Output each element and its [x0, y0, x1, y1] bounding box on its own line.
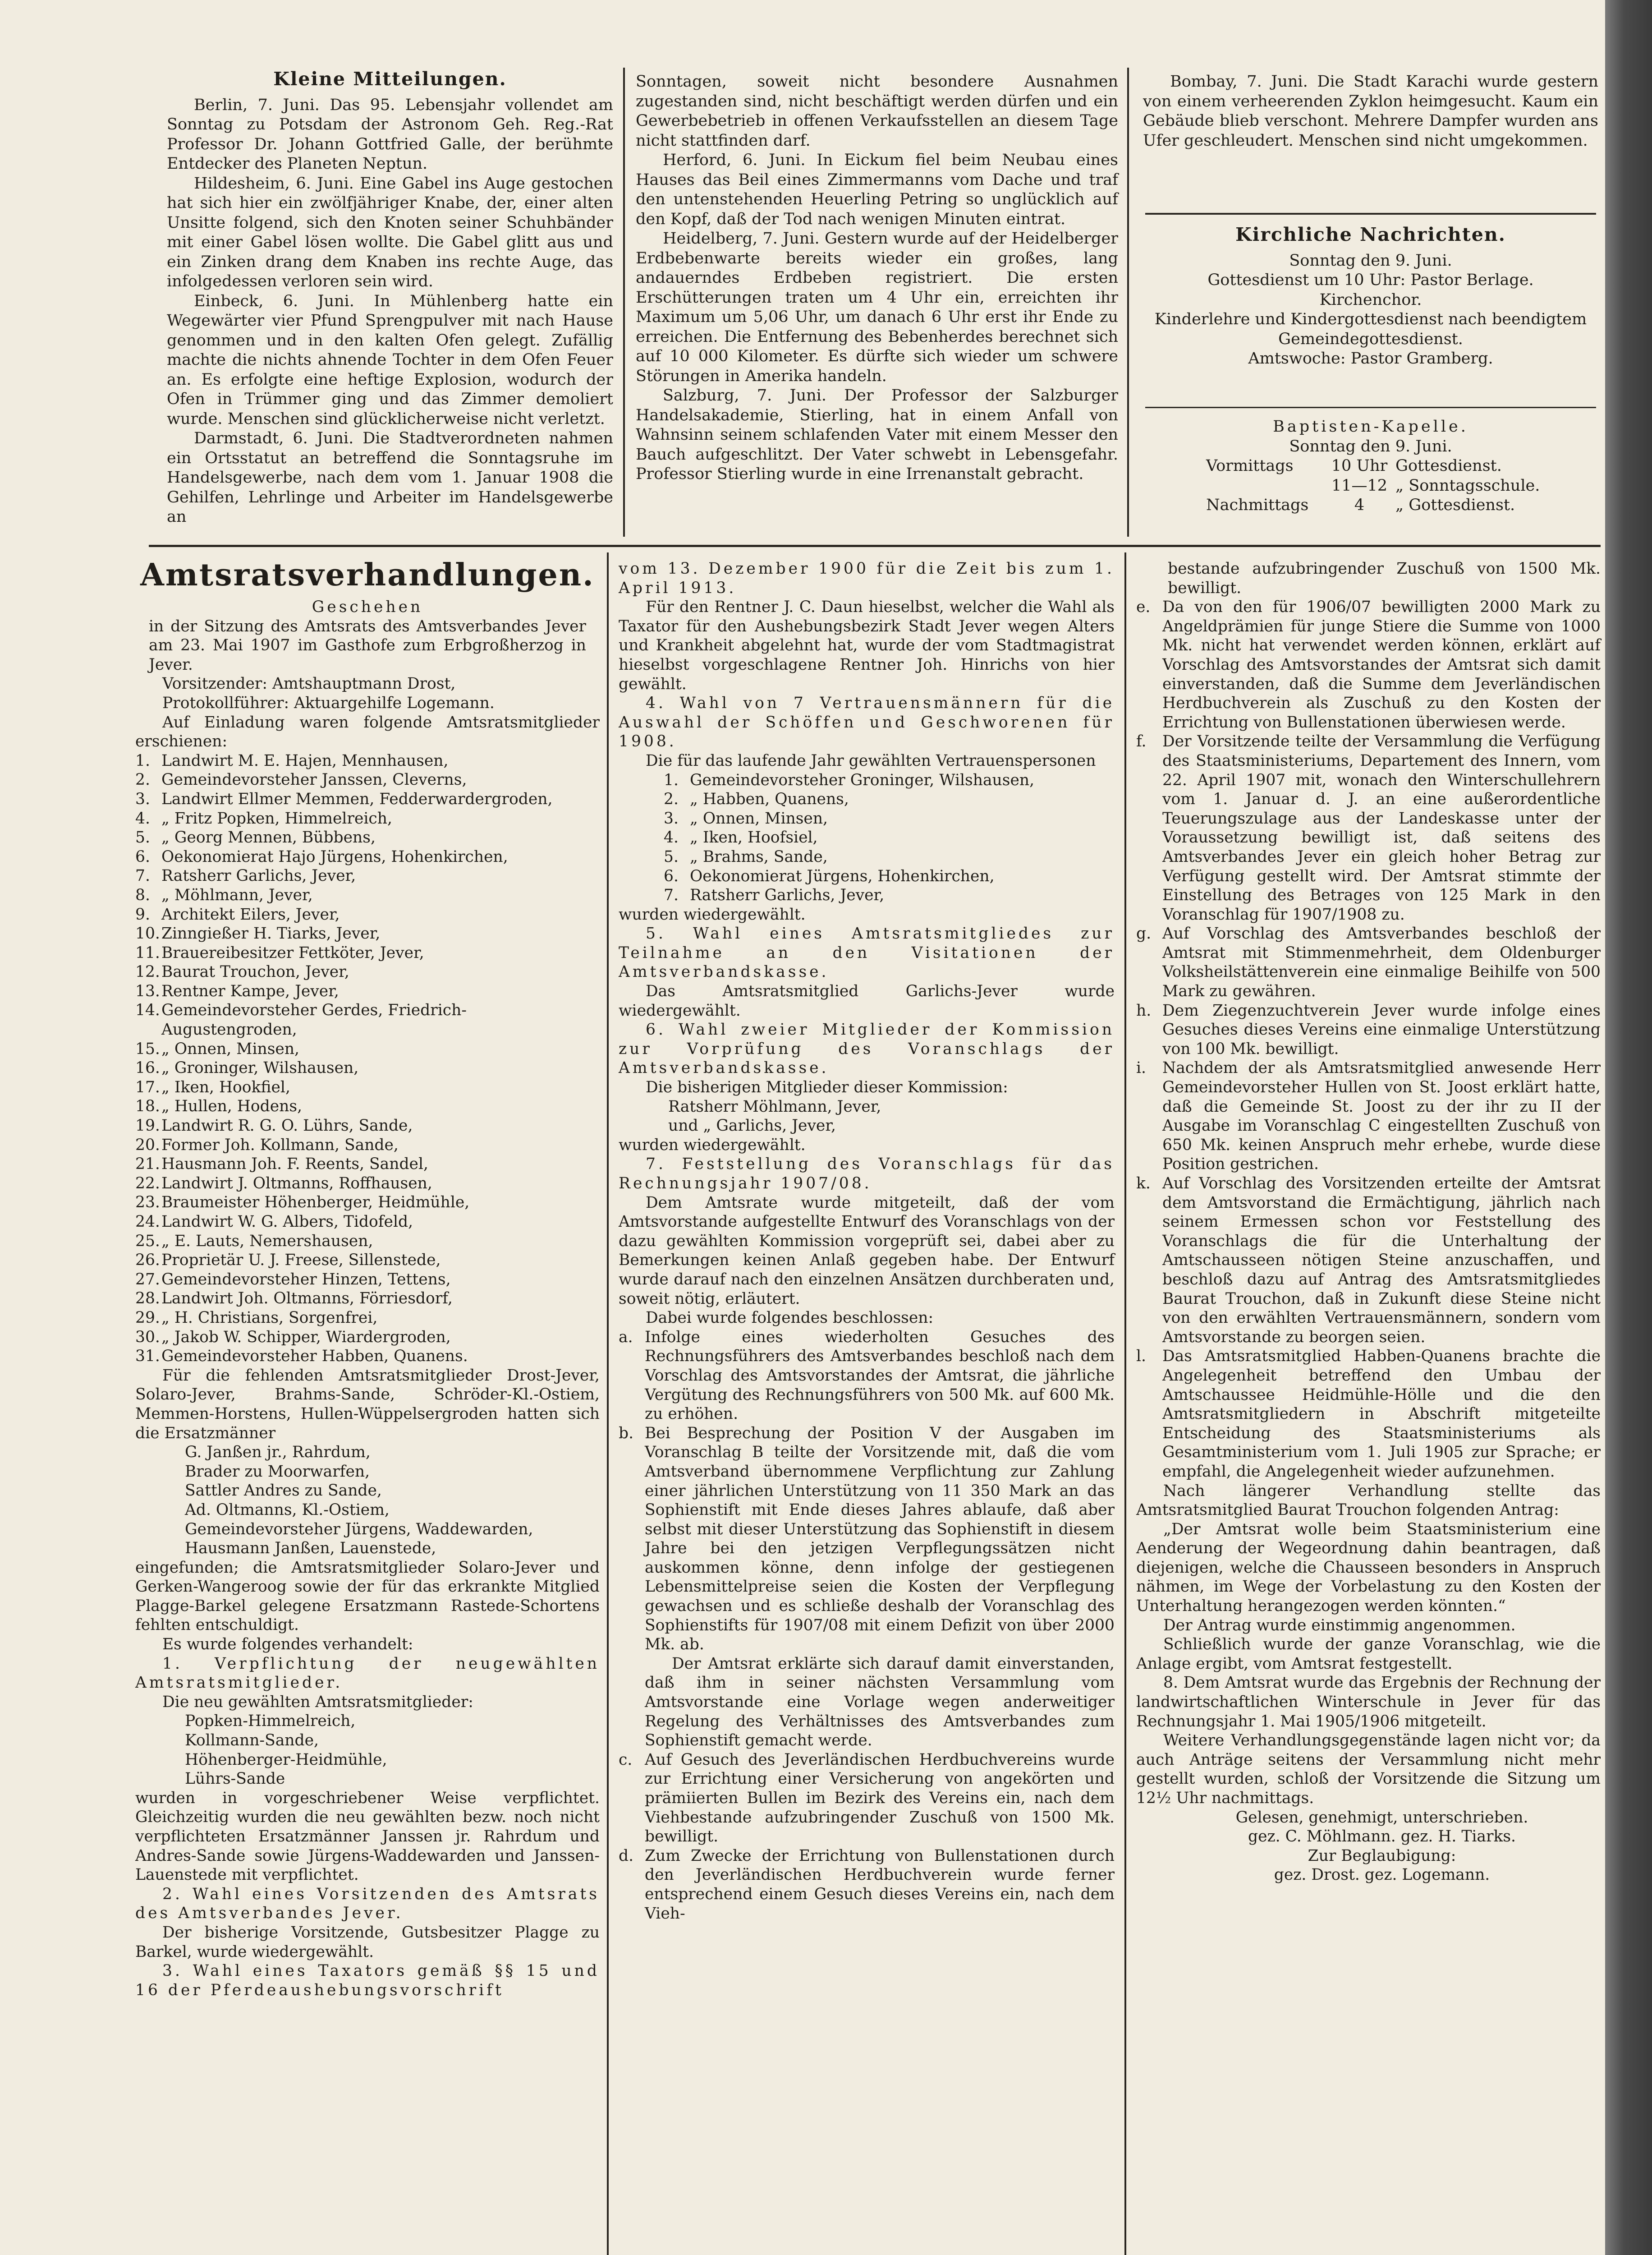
item-number: 7.: [664, 886, 679, 905]
resolution-item: [619, 1846, 1115, 1923]
item-text: Die bisherigen Mitglieder dieser Kommission:: [646, 1078, 1008, 1097]
item-letter: l.: [1136, 1347, 1147, 1366]
item-text: Landwirt J. Oltmanns, Roffhausen,: [161, 1174, 432, 1192]
list-item: [135, 1289, 600, 1308]
item-number: 7.: [135, 867, 150, 885]
item-number: 25.: [135, 1232, 160, 1250]
item-text: „ Fritz Popken, Himmelreich,: [161, 809, 392, 828]
item-text: Zum Zwecke der Errichtung von Bullenstationen durch den Jeverländischen Herdbuchverein wurde ferner entsprechend einem Gesuch dieses Vereins ein, nach dem Vieh-: [645, 1846, 1115, 1923]
member-list: [135, 751, 600, 1366]
item-letter: d.: [619, 1846, 634, 1865]
top-column-1: [167, 68, 613, 527]
item-text: Gemeindevorsteher Groninger, Wilshausen,: [690, 771, 1035, 789]
read-approved: Gelesen, genehmigt, unterschrieben.: [1235, 1808, 1528, 1827]
item-text: Oekonomierat Hajo Jürgens, Hohenkirchen,: [161, 847, 508, 866]
item-number: 5.: [664, 847, 679, 866]
amtsrat-column-3: [1136, 559, 1601, 1885]
item-number: 28.: [135, 1289, 160, 1308]
list-item: [135, 828, 600, 847]
item-text: Infolge eines wiederholten Gesuches des Rechnungsführers des Amtsverbandes beschloß nach dem Vorschlag des Amtsvorstandes der Amtsrat, die jährliche Vergütung des Rechnungsführers von 500 Mk. auf 600 Mk. zu erhöhen.: [645, 1328, 1115, 1423]
item-number: 27.: [135, 1270, 160, 1289]
resolution-item: [1136, 732, 1601, 924]
name-line: G. Janßen jr., Rahrdum,: [185, 1443, 371, 1462]
list-item: [135, 1136, 600, 1155]
list-item: [664, 886, 1115, 905]
column-rule: [607, 552, 609, 2255]
item-number: 23.: [135, 1193, 160, 1212]
item-text: Auf Vorschlag des Amtsverbandes beschloß der Amtsrat mit Stimmenmehrheit, dem Oldenburger Volksheilstättenverein eine einmalige Beihilfe von 500 Mark zu gewähren.: [1162, 925, 1601, 1001]
news-item: Bombay, 7. Juni. Die Stadt Karachi wurde gestern von einem verheerenden Zyklon heimgesucht. Kaum ein Gebäude blieb verschont. Mehrere Dampfer wurden ans Ufer geschleudert. Menschen sind nicht umgekommen.: [1143, 73, 1598, 150]
schedule-row: [1206, 496, 1576, 515]
section-rule: [1145, 407, 1596, 408]
item-number: 14.: [135, 1001, 160, 1020]
item-text: Das Amtsratsmitglied Garlichs-Jever wurde wiedergewählt.: [619, 982, 1115, 1020]
resolution-item: [619, 1750, 1115, 1846]
list-item: [664, 790, 1115, 809]
item-number: 1.: [135, 751, 150, 770]
news-item: Hildesheim, 6. Juni. Eine Gabel ins Auge gestochen hat sich hier ein zwölfjähriger Knabe, der, einer alten Unsitte folgend, sich den Knoten seiner Schuhbänder mit einer Gabel lösen wollte. Die Gabel glitt aus und ein Zinken drang dem Knaben ins rechte Auge, das infolgedessen verloren sein wird.: [167, 174, 613, 290]
top-column-2: [636, 72, 1118, 484]
church-news: [1143, 223, 1598, 369]
name-line: und „ Garlichs, Jever,: [668, 1117, 836, 1135]
item-number: 31.: [135, 1347, 160, 1366]
item-number: 6.: [664, 867, 679, 885]
item-text: Gemeindevorsteher Hinzen, Tettens,: [161, 1270, 451, 1289]
item-letter: g.: [1136, 925, 1152, 943]
news-item: Herford, 6. Juni. In Eickum fiel beim Neubau eines Hauses das Beil eines Zimmermanns vom Dache und traf den untenstehenden Heuerling Petring so unglücklich auf den Kopf, daß der Tod nach wenigen Minuten eintrat.: [636, 151, 1118, 228]
schedule-what: „ Gottesdienst.: [1395, 496, 1515, 514]
clerk-line: Protokollführer: Aktuargehilfe Logemann.: [162, 694, 495, 712]
list-item: [135, 1251, 600, 1270]
name-line: Ratsherr Möhlmann, Jever,: [668, 1097, 881, 1116]
item-text: Auf Gesuch des Jeverländischen Herdbuchvereins wurde zur Errichtung einer Versicherung von angekörten und prämiierten Bullen im Bezirk des Vereins ein, nach dem Viehbestande aufzubringender Zuschuß von 1500 Mk. bewilligt.: [645, 1750, 1115, 1846]
item-text: „ Groninger, Wilshausen,: [161, 1059, 359, 1077]
schedule-when: Nachmittags: [1206, 496, 1309, 514]
list-item: [135, 809, 600, 828]
church-line: Kirchenchor.: [1319, 290, 1422, 309]
item-number: 4.: [664, 828, 679, 847]
item-text: Oekonomierat Jürgens, Hohenkirchen,: [690, 867, 995, 885]
news-item: Sonntagen, soweit nicht besondere Ausnahmen zugestanden sind, nicht beschäftigt werden dürfen und ein Gewerbebetrieb in offenen Verkaufsstellen an diesem Tage nicht stattfinden darf.: [636, 73, 1118, 150]
item-letter: c.: [619, 1750, 633, 1769]
substitute-list: [135, 1443, 600, 1558]
antrag-text: „Der Amtsrat wolle beim Staatsministerium eine Aenderung der Wegeordnung dahin beantragen, daß diejenigen, welche die Chausseen besonders in Anspruch nähmen, im Wege der Vorbelastung zu den Kosten der Unterhaltung herangezogen werden könnten.“: [1136, 1520, 1601, 1615]
item-text: Rentner Kampe, Jever,: [161, 982, 339, 1000]
news-item: Salzburg, 7. Juni. Der Professor der Salzburger Handelsakademie, Stierling, hat in einem Anfall von Wahnsinn seinem schlafenden Vater mit einem Messer den Bauch aufgeschlitzt. Der Vater schwebt in Lebensgefahr. Professor Stierling wurde in eine Irrenanstalt gebracht.: [636, 387, 1118, 483]
name-line: Ad. Oltmanns, Kl.-Ostiem,: [185, 1500, 390, 1519]
item-letter: b.: [619, 1424, 634, 1442]
news-item: Berlin, 7. Juni. Das 95. Lebensjahr vollendet am Sonntag zu Potsdam der Astronom Geh. Reg.-Rat Professor Dr. Johann Gottfried Galle, der berühmte Entdecker des Planeten Neptun.: [167, 96, 613, 173]
item-text: „ Brahms, Sande,: [690, 847, 828, 866]
list-item: [135, 1155, 600, 1174]
list-item: [135, 790, 600, 809]
item-text: Da von den für 1906/07 bewilligten 2000 Mark zu Angeldprämien für junge Stiere die Summe von 1000 Mk. nicht hat verwendet werden können, erklärt auf Vorschlag des Amtsvorstandes der Amtsrat sich damit einverstanden, daß die Summe dem Jeverländischen Herdbuchverein als Zuschuß zu den Kosten der Errichtung von Bullenstationen überwiesen werde.: [1162, 598, 1601, 732]
item-text: Der bisherige Vorsitzende, Gutsbesitzer Plagge zu Barkel, wurde wiedergewählt.: [135, 1923, 600, 1961]
baptist-heading: Baptisten-Kapelle.: [1273, 418, 1468, 436]
item-text: Ratsherr Garlichs, Jever,: [161, 867, 356, 885]
item-number: 5.: [135, 828, 150, 847]
item-text: „ Onnen, Minsen,: [161, 1040, 300, 1058]
resolution-item: [1136, 598, 1601, 732]
item-text: Der Amtsrat erklärte sich darauf damit einverstanden, daß ihm in seiner nächsten Versammlung vom Amtsvorstande eine Vorlage wegen anderweitiger Regelung des Verhältnisses des Amtsverbandes zum Sophienstift gemacht werde.: [645, 1654, 1115, 1750]
church-line: Amtswoche: Pastor Gramberg.: [1248, 350, 1493, 368]
item-number: 1.: [664, 771, 679, 789]
list-item: [135, 1328, 600, 1347]
book-binding: [1605, 0, 1652, 2255]
resolution-item: [619, 1424, 1115, 1654]
item-number: 9.: [135, 905, 150, 924]
item-text: „ Georg Mennen, Bübbens,: [161, 828, 376, 847]
item-title: 4. Wahl von 7 Vertrauensmännern für die Auswahl der Schöffen und Geschworenen für 1908.: [619, 694, 1115, 751]
list-item: [135, 1347, 600, 1366]
resolution-item: [1136, 1174, 1601, 1347]
news-item: Darmstadt, 6. Juni. Die Stadtverordneten nahmen ein Ortsstatut an betreffend die Sonntagsruhe im Handelsgewerbe, nach dem vom 1. Januar 1908 die Gehilfen, Lehrlinge und Arbeiter im Handelsgewerbe an: [167, 429, 613, 526]
absent-text-2: eingefunden; die Amtsratsmitglieder Solaro-Jever und Gerken-Wangeroog sowie der für das erkrankte Mitglied Plagge-Barkel gelegene Ersatzmann Rastede-Schortens fehlten entschuldigt.: [135, 1558, 600, 1634]
antrag-intro: Nach längerer Verhandlung stellte das Amtsratsmitglied Baurat Trouchon folgenden Antrag:: [1136, 1482, 1601, 1519]
item-number: 17.: [135, 1078, 160, 1096]
item-text: „ Hullen, Hodens,: [161, 1097, 303, 1116]
item-number: 12.: [135, 963, 160, 981]
list-item: [135, 943, 600, 963]
item-number: 2.: [664, 790, 679, 809]
section-heading: Kleine Mitteilungen.: [273, 68, 507, 90]
item-number: 8.: [135, 886, 150, 904]
item-text: Der Vorsitzende teilte der Versammlung die Verfügung des Staatsministeriums, Departement des Innern, vom 22. April 1907 mit, wonach den Winterschullehrern vom 1. Januar d. J. an eine außerordentliche Teuerungszulage aus der Landeskasse unter der Voraussetzung bewilligt ist, daß seitens des Amtsverbandes Jever ein gleich hoher Betrag zur Verfügung gestellt wird. Der Amtsrat stimmte der Einstellung des Betrages von 125 Mark in den Voranschlag für 1907/1908 zu.: [1162, 732, 1601, 924]
item-text: „ Onnen, Minsen,: [690, 809, 828, 828]
item-number: 13.: [135, 982, 160, 1000]
section-rule: [1145, 213, 1596, 215]
item-title: 3. Wahl eines Taxators gemäß §§ 15 und 16 der Pferdeaushebungsvorschrift: [135, 1962, 600, 1999]
item-text: Die neu gewählten Amtsratsmitglieder:: [162, 1693, 473, 1711]
item-number: 6.: [135, 847, 150, 866]
list-item: [135, 982, 600, 1001]
list-item: [135, 924, 600, 943]
item-text: Former Joh. Kollmann, Sande,: [161, 1136, 399, 1154]
list-item: [135, 847, 600, 867]
church-heading: Kirchliche Nachrichten.: [1235, 224, 1506, 245]
item-number: 30.: [135, 1328, 160, 1346]
list-item: [135, 1232, 600, 1251]
item-text: „ Iken, Hookfiel,: [161, 1078, 290, 1096]
resolution-item: [619, 1328, 1115, 1424]
closing-text: Weitere Verhandlungsgegenstände lagen nicht vor; da auch Anträge seitens der Versammlung nicht mehr gestellt wurden, schloß der Vorsitzende die Sitzung um 12½ Uhr nachmittags.: [1136, 1731, 1601, 1807]
item-title: 7. Feststellung des Voranschlags für das Rechnungsjahr 1907/08.: [619, 1155, 1115, 1192]
item-number: 3.: [664, 809, 679, 828]
column-rule: [623, 68, 625, 537]
item-text: bestande aufzubringender Zuschuß von 1500 Mk. bewilligt.: [1168, 560, 1601, 597]
item-text: Proprietär U. J. Freese, Sillenstede,: [161, 1251, 441, 1270]
item-text: „ H. Christians, Sorgenfrei,: [161, 1308, 378, 1327]
item-title: 6. Wahl zweier Mitglieder der Kommission zur Vorprüfung des Voranschlags der Amtsverbandskasse.: [619, 1021, 1115, 1077]
item-text: Architekt Eilers, Jever,: [161, 905, 340, 924]
name-line: Brader zu Moorwarfen,: [185, 1462, 370, 1481]
signatures: gez. Drost. gez. Logemann.: [1274, 1866, 1490, 1884]
item-text: Gemeindevorsteher Janssen, Cleverns,: [161, 771, 467, 789]
item-number: 19.: [135, 1117, 160, 1135]
list-item: [135, 751, 600, 771]
verhandelt-line: Es wurde folgendes verhandelt:: [162, 1635, 413, 1654]
intro-text: in der Sitzung des Amtsrats des Amtsverbandes Jever am 23. Mai 1907 im Gasthofe zum Erbgroßherzog in Jever.: [149, 617, 586, 674]
list-item: [135, 1308, 600, 1328]
list-item: [135, 1001, 600, 1039]
church-line: Sonntag den 9. Juni.: [1289, 251, 1452, 270]
item-text: wurden wiedergewählt.: [619, 905, 806, 924]
item-text: Die für das laufende Jahr gewählten Vertrauenspersonen: [646, 751, 1096, 770]
item-text: wurden wiedergewählt.: [619, 1136, 806, 1154]
item-letter: e.: [1136, 598, 1151, 617]
amtsrat-heading: Amtsratsverhandlungen.: [140, 557, 595, 593]
item-number: 10.: [135, 925, 160, 943]
resolution-item: [1136, 1347, 1601, 1481]
amtsrat-column-1: [135, 557, 600, 2000]
name-line: Hausmann Janßen, Lauenstede,: [185, 1539, 436, 1558]
item-text: Landwirt Joh. Oltmanns, Förriesdorf,: [161, 1289, 453, 1308]
chair-line: Vorsitzender: Amtshauptmann Drost,: [162, 675, 456, 693]
item-title: 1. Verpflichtung der neugewählten Amtsratsmitglieder.: [135, 1654, 600, 1692]
list-item: [135, 866, 600, 886]
name-line: Popken-Himmelreich,: [185, 1712, 356, 1730]
item-text: „ E. Lauts, Nemershausen,: [161, 1232, 373, 1250]
item-text: Gemeindevorsteher Habben, Quanens.: [161, 1347, 468, 1366]
resolution-item: [1136, 1058, 1601, 1174]
schedule-row: [1206, 476, 1576, 496]
resolution-item: [1136, 924, 1601, 1001]
list-item: [664, 828, 1115, 847]
signatures: gez. C. Möhlmann. gez. H. Tiarks.: [1248, 1827, 1516, 1846]
name-line: Sattler Andres zu Sande,: [185, 1482, 382, 1500]
trustee-list: [664, 771, 1115, 905]
item-text: Braumeister Höhenberger, Heidmühle,: [161, 1193, 470, 1212]
schedule-when: Vormittags: [1206, 457, 1294, 475]
list-item: [135, 770, 600, 790]
amtsrat-column-2: [619, 559, 1115, 1923]
baptist-chapel: [1143, 417, 1598, 515]
baptist-date: Sonntag den 9. Juni.: [1289, 437, 1452, 456]
item-number: 18.: [135, 1097, 160, 1116]
item-text: „ Habben, Quanens,: [690, 790, 849, 809]
list-item: [135, 962, 600, 982]
item-text: Das Amtsratsmitglied Habben-Quanens brachte die Angelegenheit betreffend den Umbau der Amtschaussee Heidmühle-Hölle und die den Amtsratsmitgliedern in Abschrift mitgeteilte Entscheidung des Staatsministeriums als Gesamtministerium vom 1. Juli 1905 zur Sprache; er empfahl, die Angelegenheit wieder aufzunehmen.: [1162, 1347, 1601, 1481]
resolution-list: [1136, 598, 1601, 1481]
item-text: Hausmann Joh. F. Reents, Sandel,: [161, 1155, 428, 1174]
item-letter: k.: [1136, 1174, 1151, 1192]
intro-center: Geschehen: [312, 598, 423, 616]
item-text: Dabei wurde folgendes beschlossen:: [646, 1309, 934, 1327]
commission-list: [619, 1097, 1115, 1136]
list-item: [664, 847, 1115, 867]
list-item: [135, 1212, 600, 1232]
antrag-result: Der Antrag wurde einstimmig angenommen.: [1163, 1616, 1516, 1634]
item-text: „ Iken, Hoofsiel,: [690, 828, 818, 847]
item-title: 5. Wahl eines Amtsratsmitgliedes zur Teilnahme an den Visitationen der Amtsverbandskasse.: [619, 925, 1115, 981]
list-item: [135, 886, 600, 905]
item-number: 22.: [135, 1174, 160, 1192]
church-line: Kinderlehre und Kindergottesdienst nach beendigtem Gemeindegottesdienst.: [1154, 310, 1587, 348]
item-number: 3.: [135, 790, 150, 808]
item-letter: f.: [1136, 732, 1147, 751]
resolution-item: [619, 1654, 1115, 1750]
item-number: 16.: [135, 1059, 160, 1077]
schedule-time: 10 Uhr: [1331, 457, 1388, 475]
list-item: [135, 1058, 600, 1078]
resolution-item: [1136, 1001, 1601, 1059]
list-item: [664, 867, 1115, 886]
item-text: Für den Rentner J. C. Daun hieselbst, welcher die Wahl als Taxator für den Aushebungsbezirk Stadt Jever wegen Alters und Krankheit abgelehnt hat, wurde der vom Stadtmagistrat hieselbst vorgeschlagene Rentner Joh. Hinrichs von hier gewählt.: [619, 598, 1115, 693]
news-item: Einbeck, 6. Juni. In Mühlenberg hatte ein Wegewärter vier Pfund Sprengpulver mit nach Hause genommen und in den kalten Ofen gelegt. Zufällig machte die nichts ahnende Tochter in dem Ofen Feuer an. Es erfolgte eine heftige Explosion, wodurch der Ofen in Trümmer ging und das Zimmer demoliert wurde. Menschen sind glücklicherweise nicht verletzt.: [167, 292, 613, 428]
item-letter: i.: [1136, 1059, 1147, 1077]
item-number: 21.: [135, 1155, 160, 1174]
item-text: Gemeindevorsteher Gerdes, Friedrich-Augustengroden,: [161, 1001, 467, 1039]
certification: Zur Beglaubigung:: [1308, 1846, 1456, 1865]
schedule-time: 11—12: [1331, 476, 1388, 495]
schedule-when: [1206, 476, 1323, 496]
schedule-time: 4: [1354, 496, 1365, 514]
name-line: Kollmann-Sande,: [185, 1731, 319, 1750]
church-line: Gottesdienst um 10 Uhr: Pastor Berlage.: [1207, 271, 1534, 289]
list-item: [135, 905, 600, 925]
item-text: Zinngießer H. Tiarks, Jever,: [161, 925, 381, 943]
item-text: Dem Ziegenzuchtverein Jever wurde infolge eines Gesuches dieses Vereins eine einmalige Unterstützung von 100 Mk. bewilligt.: [1162, 1001, 1601, 1058]
name-line: Lührs-Sande: [185, 1770, 285, 1788]
item-title: 2. Wahl eines Vorsitzenden des Amtsrats des Amtsverbandes Jever.: [135, 1885, 600, 1923]
item-text: „ Möhlmann, Jever,: [161, 886, 313, 904]
item-text: Landwirt M. E. Hajen, Mennhausen,: [161, 751, 449, 770]
item-text: Landwirt R. G. O. Lührs, Sande,: [161, 1117, 413, 1135]
section-divider: [149, 545, 1601, 547]
column-rule: [1127, 68, 1129, 537]
item-text: Dem Amtsrate wurde mitgeteilt, daß der vom Amtsvorstande aufgestellte Entwurf des Voranschlags von der dazu gewählten Kommission vorgeprüft sei, dabei aber zu Bemerkungen keinen Anlaß gegeben habe. Der Entwurf wurde darauf nach den einzelnen Ansätzen durchberaten und, soweit nötig, erläutert.: [619, 1193, 1115, 1308]
item-title: vom 13. Dezember 1900 für die Zeit bis zum 1. April 1913.: [619, 560, 1115, 597]
item-number: 20.: [135, 1136, 160, 1154]
schluss-text: Schließlich wurde der ganze Voranschlag, wie die Anlage ergibt, vom Amtsrat festgestellt.: [1136, 1635, 1601, 1673]
list-item: [135, 1193, 600, 1212]
schedule-what: „ Sonntagsschule.: [1395, 476, 1540, 495]
schedule-row: [1206, 456, 1576, 476]
item-text: 8. Dem Amtsrat wurde das Ergebnis der Rechnung der landwirtschaftlichen Winterschule in Jever für das Rechnungsjahr 1. Mai 1905/1906 mitgeteilt.: [1136, 1674, 1601, 1730]
list-item: [135, 1040, 600, 1059]
list-item: [664, 771, 1115, 790]
item-number: 24.: [135, 1213, 160, 1231]
item-text: wurden in vorgeschriebener Weise verpflichtet. Gleichzeitig wurden die neu gewählten bezw. noch nicht verpflichteten Ersatzmänner Janssen jr. Rahrdum und Andres-Sande sowie Jürgens-Waddewarden und Janssen-Lauenstede mit verpflichtet.: [135, 1789, 600, 1884]
invite-line: Auf Einladung waren folgende Amtsratsmitglieder erschienen:: [135, 713, 600, 751]
item-letter: h.: [1136, 1001, 1152, 1020]
column-rule: [1124, 552, 1126, 2255]
top-column-3: [1143, 72, 1598, 151]
new-members-list: [135, 1712, 600, 1788]
list-item: [664, 809, 1115, 828]
item-number: 11.: [135, 943, 160, 962]
list-item: [135, 1270, 600, 1289]
list-item: [135, 1116, 600, 1136]
list-item: [135, 1174, 600, 1193]
absent-text: Für die fehlenden Amtsratsmitglieder Drost-Jever, Solaro-Jever, Brahms-Sande, Schröder-Kl.-Ostiem, Memmen-Horstens, Hullen-Wüppelsergroden hatten sich die Ersatzmänner: [135, 1366, 600, 1442]
item-number: 29.: [135, 1308, 160, 1327]
item-number: 15.: [135, 1040, 160, 1058]
item-text: Landwirt W. G. Albers, Tidofeld,: [161, 1213, 413, 1231]
item-text: Baurat Trouchon, Jever,: [161, 963, 349, 981]
schedule-what: Gottesdienst.: [1395, 457, 1502, 475]
item-text: Brauereibesitzer Fettköter, Jever,: [161, 943, 424, 962]
item-text: Nachdem der als Amtsratsmitglied anwesende Herr Gemeindevorsteher Hullen von St. Joost erklärt hatte, daß die Gemeinde St. Joost zu der ihr zu II der Ausgabe im Voranschlag C eingestellten Zuschuß von 650 Mk. keinen Anspruch mehr erhebe, wurde diese Position gestrichen.: [1162, 1059, 1601, 1174]
resolution-list: [619, 1328, 1115, 1923]
item-letter: a.: [619, 1328, 633, 1346]
list-item: [135, 1097, 600, 1116]
item-number: 26.: [135, 1251, 160, 1270]
name-line: Höhenberger-Heidmühle,: [185, 1750, 387, 1769]
item-text: Ratsherr Garlichs, Jever,: [690, 886, 885, 905]
name-line: Gemeindevorsteher Jürgens, Waddewarden,: [185, 1520, 533, 1538]
service-schedule: [1206, 456, 1576, 515]
item-text: „ Jakob W. Schipper, Wiardergroden,: [161, 1328, 451, 1346]
list-item: [135, 1078, 600, 1097]
item-number: 2.: [135, 771, 150, 789]
item-text: Auf Vorschlag des Vorsitzenden erteilte der Amtsrat dem Amtsvorstand die Ermächtigung, jährlich nach seinem Ermessen schon vor Feststellung des Voranschlags die für die Unterhaltung der Amtschausseen nötigen Steine anzuschaffen, und beschloß dazu auf Antrag des Amtsratsmitgliedes Baurat Trouchon, daß in Zukunft diese Steine nicht von den erwählten Vertrauensmännern, sondern vom Amtsvorstande zu beorgen seien.: [1162, 1174, 1601, 1346]
item-text: Bei Besprechung der Position V der Ausgaben im Voranschlag B teilte der Vorsitzende mit, daß die vom Amtsverband übernommene Verpflichtung zur Zahlung einer jährlichen Unterstützung von 11 350 Mark an das Sophienstift mit Ende dieses Jahres ablaufe, daß aber selbst mit dieser Unterstützung das Sophienstift in diesem Jahre bei den jetzigen Verpflegungssätzen nicht auskommen könne, denn infolge der gestiegenen Lebensmittelpreise seien die Kosten der Verpflegung gewachsen und es schließe deshalb der Voranschlag des Sophienstifts für 1907/08 mit einem Defizit von über 2000 Mk. ab.: [645, 1424, 1115, 1654]
item-number: 4.: [135, 809, 150, 828]
item-text: Landwirt Ellmer Memmen, Fedderwardergroden,: [161, 790, 553, 808]
news-item: Heidelberg, 7. Juni. Gestern wurde auf der Heidelberger Erdbebenwarte bereits wieder ein großes, lang andauerndes Erdbeben registriert. Die ersten Erschütterungen traten um 4 Uhr ein, erreichten ihr Maximum um 5,06 Uhr, um danach 6 Uhr erst ihr Ende zu erreichen. Die Entfernung des Bebenherdes berechnet sich auf 10 000 Kilometer. Es dürfte sich wieder um schwere Störungen in Amerika handeln.: [636, 230, 1118, 385]
